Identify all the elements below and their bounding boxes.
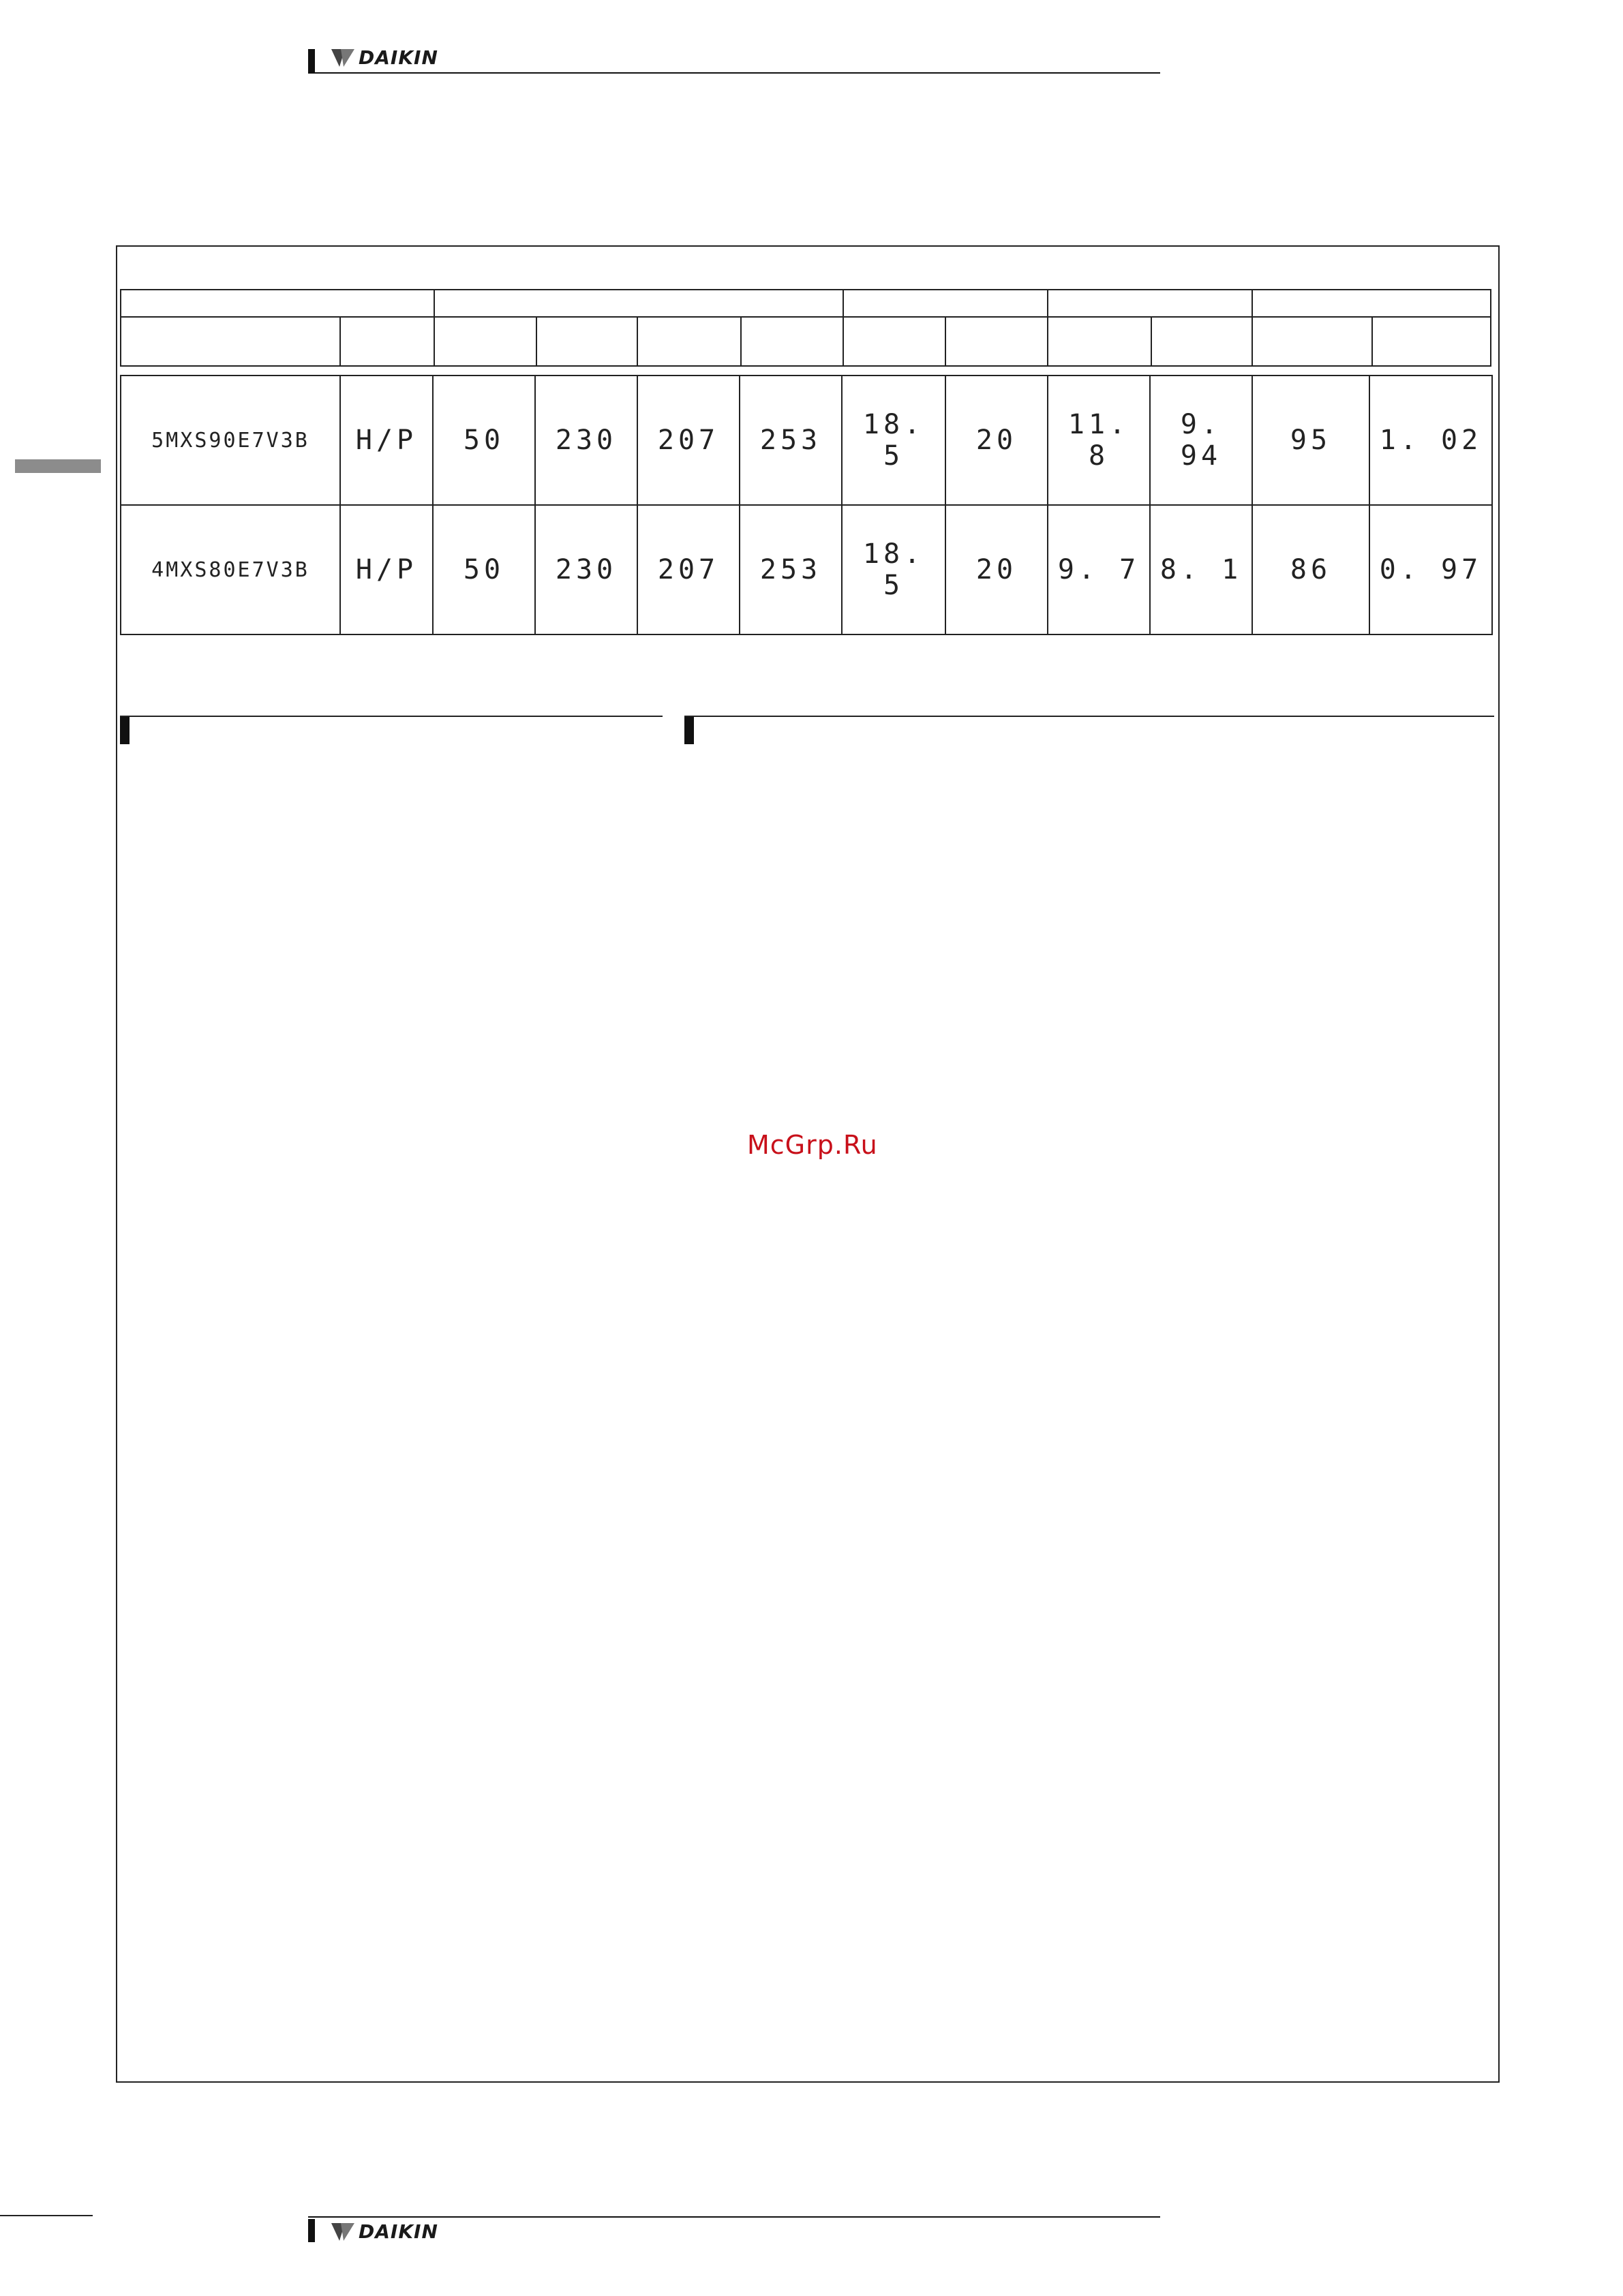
table-row: [121, 376, 1492, 505]
specification-table: [120, 375, 1493, 635]
value-cell: 207: [637, 376, 740, 505]
value-cell: 207: [637, 505, 740, 634]
header-grid-col-divider: [434, 290, 435, 367]
value-cell: 253: [740, 505, 842, 634]
value-cell: 18. 5: [842, 505, 945, 634]
left-section-marker: [120, 717, 130, 744]
footer-left-rule: [0, 2215, 93, 2216]
value-cell: 9. 7: [1048, 505, 1150, 634]
value-cell: 11. 8: [1048, 376, 1150, 505]
value-cell: 253: [740, 376, 842, 505]
value-cell: 50: [433, 505, 535, 634]
value-cell: 8. 1: [1150, 505, 1252, 634]
header-grid-col-divider: [1252, 290, 1253, 367]
header-grid-col-divider: [637, 316, 638, 367]
footer-rule: [308, 2216, 1160, 2218]
footer-daikin-logo: [331, 2220, 438, 2243]
value-cell: 95: [1252, 376, 1369, 505]
value-cell: 9. 94: [1150, 376, 1252, 505]
header-daikin-logo: [331, 46, 438, 69]
value-cell: 20: [945, 376, 1048, 505]
type-cell: H/P: [340, 376, 433, 505]
header-brand-marker: [308, 49, 315, 72]
footer-brand-marker: [308, 2219, 315, 2242]
footer-brand-name: DAIKIN: [359, 2220, 438, 2243]
right-section-rule: [684, 716, 1494, 717]
right-section-marker: [684, 717, 694, 744]
header-grid-col-divider: [843, 290, 844, 367]
header-brand-name: DAIKIN: [359, 46, 438, 69]
value-cell: 86: [1252, 505, 1369, 634]
left-section-rule: [120, 716, 663, 717]
value-cell: 1. 02: [1369, 376, 1492, 505]
value-cell: 0. 97: [1369, 505, 1492, 634]
watermark-text: McGrp.Ru: [747, 1130, 878, 1160]
header-grid-col-divider: [1151, 316, 1152, 367]
model-cell: 5MXS90E7V3B: [121, 376, 340, 505]
daikin-logo-icon: [331, 48, 354, 68]
value-cell: 230: [535, 376, 637, 505]
daikin-logo-icon: [331, 2222, 354, 2242]
header-grid-row-divider: [121, 316, 1490, 318]
header-grid-col-divider: [1371, 316, 1373, 367]
model-cell: 4MXS80E7V3B: [121, 505, 340, 634]
header-rule: [308, 72, 1160, 74]
table-row: [121, 505, 1492, 634]
header-grid-col-divider: [339, 316, 341, 367]
value-cell: 50: [433, 376, 535, 505]
table-header-grid: [120, 289, 1491, 367]
type-cell: H/P: [340, 505, 433, 634]
side-section-tab: [15, 459, 101, 473]
header-grid-col-divider: [945, 316, 946, 367]
header-grid-col-divider: [536, 316, 537, 367]
header-grid-col-divider: [1047, 290, 1048, 367]
value-cell: 230: [535, 505, 637, 634]
value-cell: 20: [945, 505, 1048, 634]
value-cell: 18. 5: [842, 376, 945, 505]
header-grid-col-divider: [740, 316, 742, 367]
